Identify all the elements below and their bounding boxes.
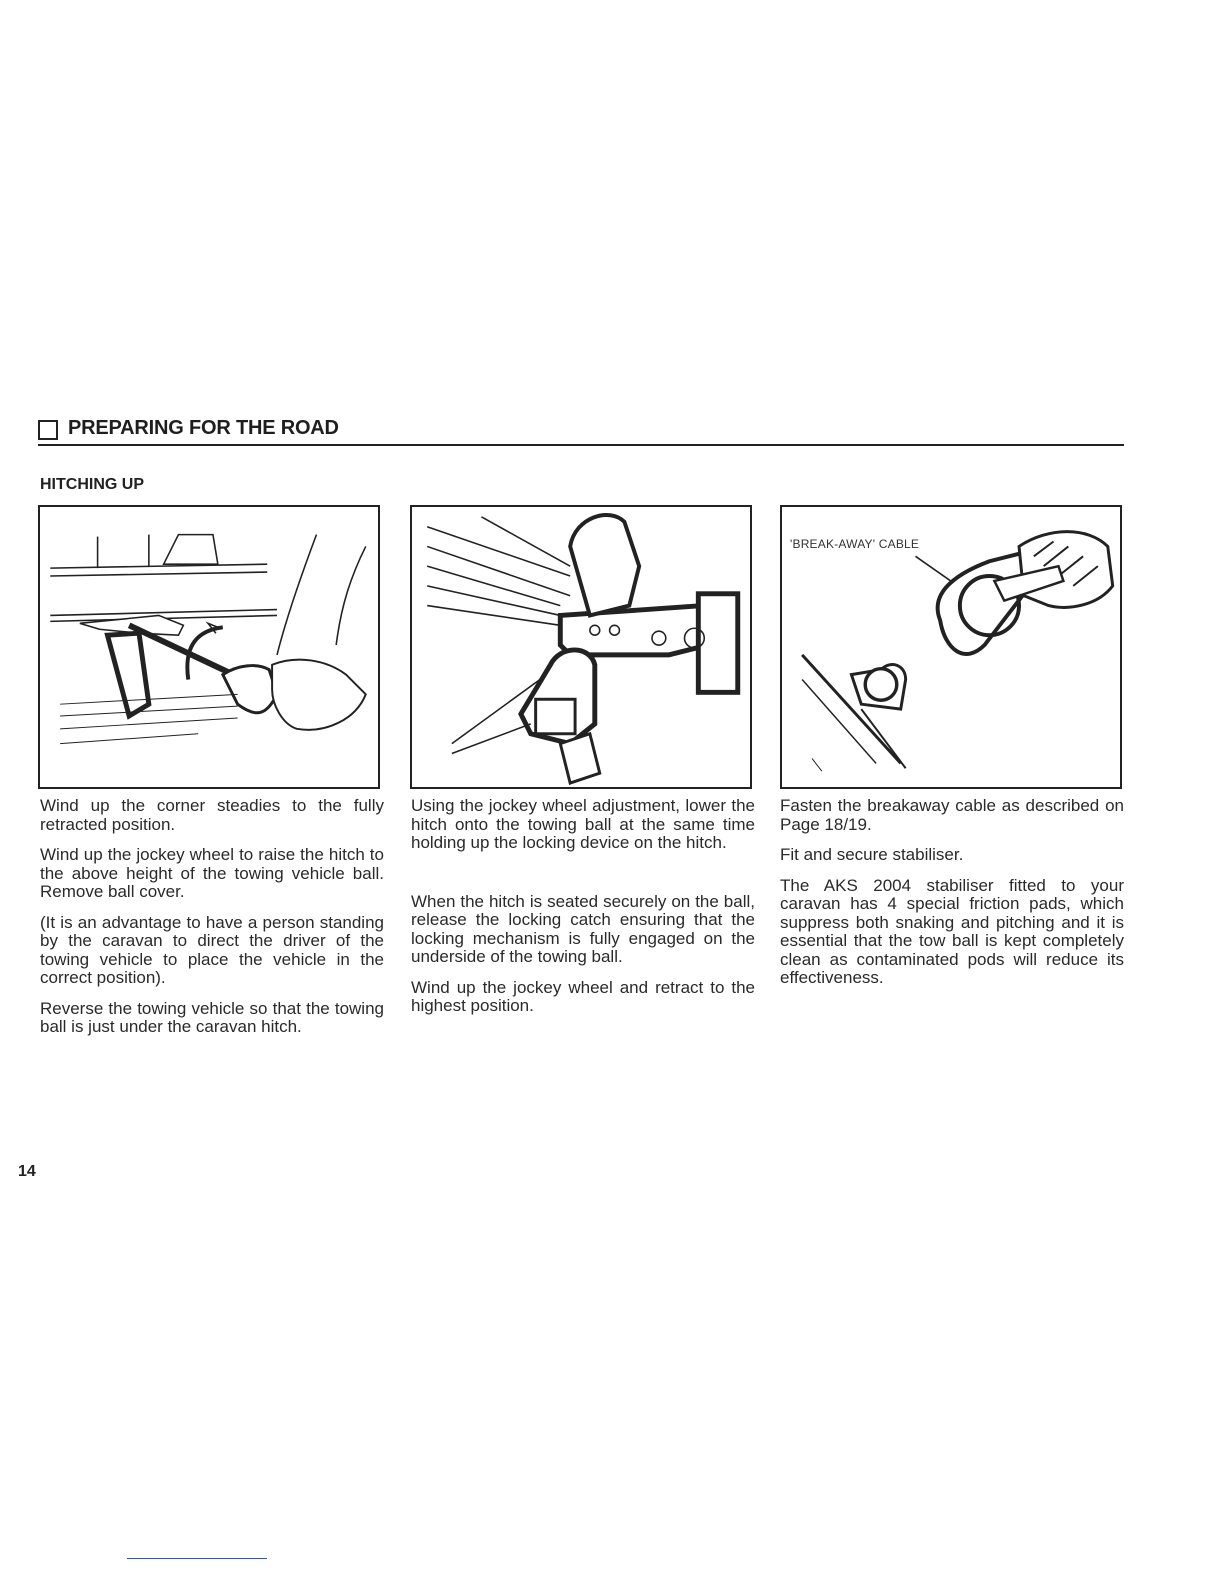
checkbox-icon	[38, 420, 58, 440]
figure-corner-steady	[38, 505, 380, 789]
paragraph: Wind up the jockey wheel and retract to the highest position.	[411, 977, 755, 1015]
paragraph: Wind up the corner steadies to the fully retracted position.	[40, 796, 384, 834]
paragraph: Using the jockey wheel adjustment, lower the hitch onto the towing ball at the same time holding up the locking device on the hitch.	[411, 796, 755, 852]
paragraph: The AKS 2004 stabiliser fitted to your caravan has 4 special friction pads, which suppress both snaking and pitching and it is essential that the tow ball is kept completely clean as contaminated pods will reduce its effectiveness.	[780, 875, 1124, 987]
section-title: PREPARING FOR THE ROAD	[68, 417, 339, 439]
page-number: 14	[18, 1163, 36, 1180]
figure-breakaway-cable	[780, 505, 1122, 789]
hitch-lowering-illustration	[412, 507, 750, 787]
paragraph: (It is an advantage to have a person standing by the caravan to direct the driver of the towing vehicle to place the vehicle in the correct position).	[40, 912, 384, 987]
paragraph: Fasten the breakaway cable as described on Page 18/19.	[780, 796, 1124, 834]
footer-rule	[127, 1558, 267, 1559]
text-column-2	[411, 797, 755, 1028]
breakaway-cable-illustration	[782, 507, 1120, 787]
section-header	[38, 414, 1124, 446]
paragraph: When the hitch is seated securely on the ball, release the locking catch ensuring that the locking mechanism is fully engaged on the underside of the towing ball.	[411, 891, 755, 966]
paragraph: Reverse the towing vehicle so that the towing ball is just under the caravan hitch.	[40, 998, 384, 1036]
paragraph: Fit and secure stabiliser.	[780, 845, 964, 864]
text-column-1	[40, 797, 384, 1049]
breakaway-cable-label: 'BREAK-AWAY' CABLE	[790, 537, 920, 551]
paragraph: Wind up the jockey wheel to raise the hitch to the above height of the towing vehicle ball. Remove ball cover.	[40, 845, 384, 901]
figure-hitch-lowering	[410, 505, 752, 789]
subheading: HITCHING UP	[40, 476, 144, 493]
corner-steady-illustration	[40, 507, 378, 787]
text-column-3	[780, 797, 1124, 1000]
